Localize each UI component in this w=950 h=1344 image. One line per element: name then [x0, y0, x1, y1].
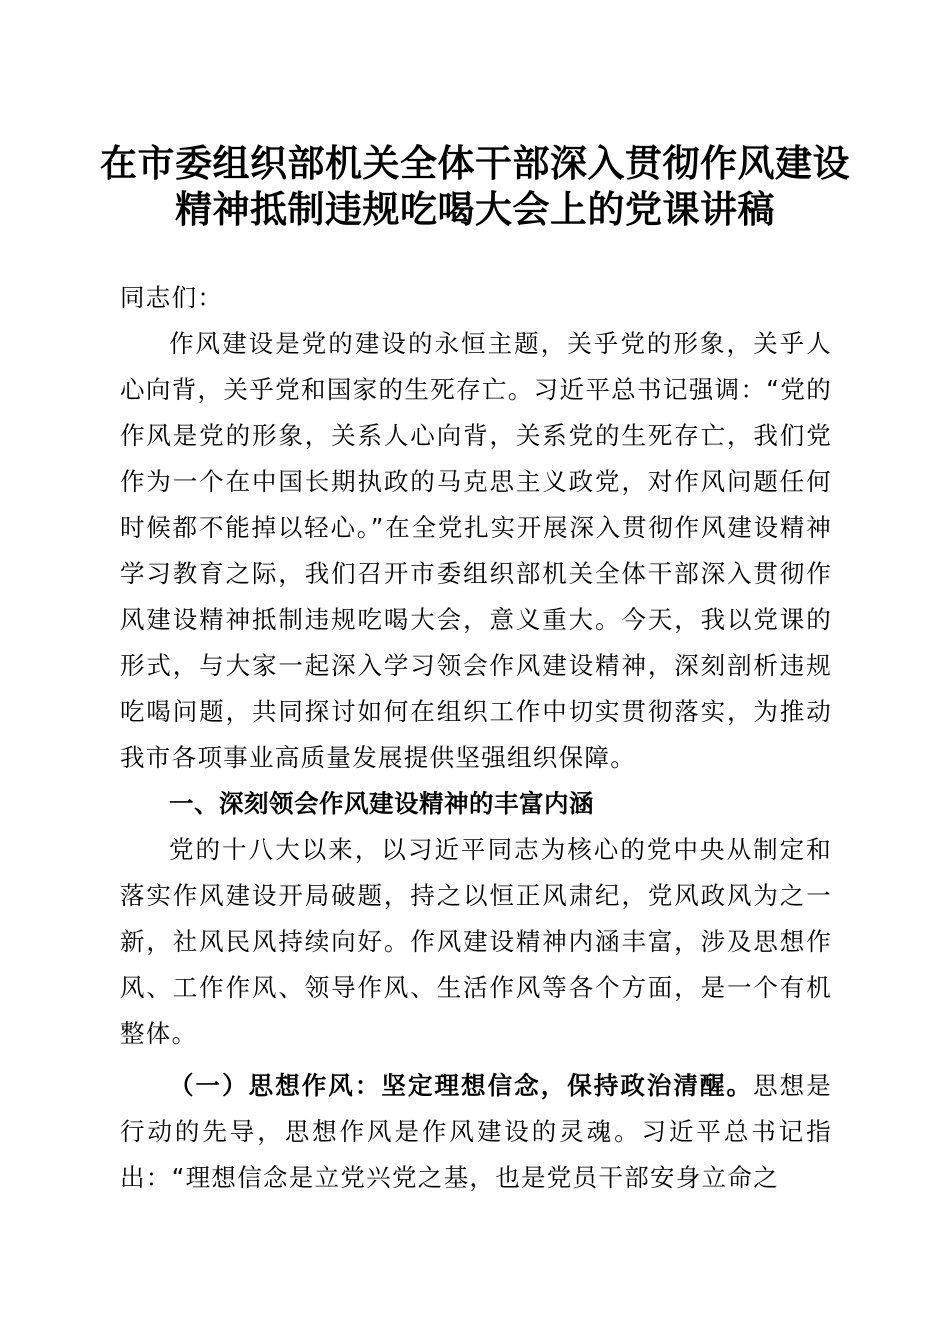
intro-paragraph: 作风建设是党的建设的永恒主题，关乎党的形象，关乎人心向背，关乎党和国家的生死存亡。习近平总书记强调：“党的作风是党的形象，关系人心向背，关系党的生死存亡，我们党作为一个在中国长期执政的马克思主义政党，对作风问题任何时候都不能掉以轻心。”在全党扎实开展深入贯彻作风建设精神学习教育之际，我们召开市委组织部机关全体干部深入贯彻作风建设精神抵制违规吃喝大会，意义重大。今天，我以党课的形式，与大家一起深入学习领会作风建设精神，深刻剖析违规吃喝问题，共同探讨如何在组织工作中切实贯彻落实，为推动我市各项事业高质量发展提供坚强组织保障。: [120, 329, 832, 772]
document-body: [120, 275, 832, 1201]
salutation: 同志们：: [120, 283, 224, 312]
title-line-1: 在市委组织部机关全体干部深入贯彻作风建设: [100, 141, 850, 185]
section-heading-1: 一、深刻领会作风建设精神的丰富内涵: [169, 789, 594, 818]
title-line-2: 精神抵制违规吃喝大会上的党课讲稿: [175, 187, 775, 231]
subsection-1-heading: （一）思想作风：坚定理想信念，保持政治清醒。: [169, 1071, 754, 1100]
subsection-1-text: 思想是行动的先导，思想作风是作风建设的灵魂。习近平总书记指出：“理想信念是立党兴党之基，也是党员干部安身立命之: [120, 1071, 832, 1192]
subsection-1-paragraph: [120, 1063, 832, 1201]
section-1-paragraph: 党的十八大以来，以习近平同志为核心的党中央从制定和落实作风建设开局破题，持之以恒正风肃纪，党风政风为之一新，社风民风持续向好。作风建设精神内涵丰富，涉及思想作风、工作作风、领导作风、生活作风等各个方面，是一个有机整体。: [120, 835, 832, 1048]
document-title: [80, 140, 870, 232]
